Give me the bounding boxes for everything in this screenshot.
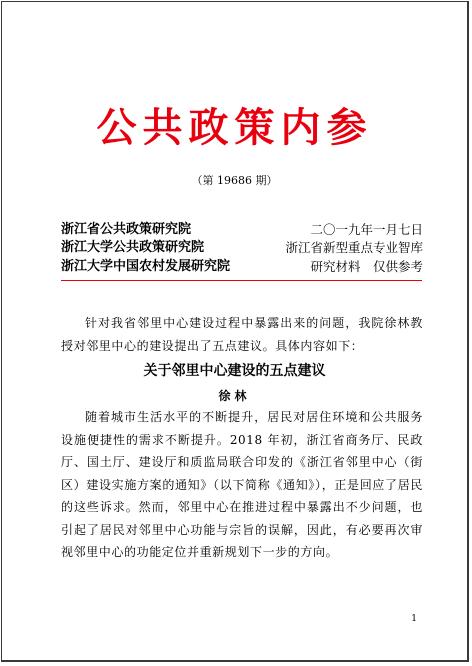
page-number: 1 (411, 614, 417, 624)
article-paragraph: 随着城市生活水平的不断提升，居民对居住环境和公共服务设施便捷性的需求不断提升。2018 年初，浙江省商务厅、民政厅、国土厅、建设厅和质监局联合印发的《浙江省邻里中心（街区）建设实施方案的通知》（以下简称《通知》），正是回应了居民的这些诉求。然而，邻里中心在推进过程中暴露出不少问题，也引起了居民对邻里中心功能与宗旨的误解，因此，有必要再次审视邻里中心的功能定位并重新规划下一步的方向。 (61, 410, 423, 559)
document-page (1, 1, 469, 662)
think-tank-label: 浙江省新型重点专业智库 (285, 240, 423, 255)
publisher-name: 浙江大学公共政策研究院 (61, 240, 205, 255)
intro-paragraph: 针对我省邻里中心建设过程中暴露出来的问题，我院徐林教授对邻里中心的建设提出了五点建议。具体内容如下： (61, 316, 423, 353)
issue-number: （第 19686 期） (191, 174, 278, 187)
publisher-name: 浙江大学中国农村发展研究院 (61, 259, 231, 274)
publish-date: 二〇一九年一月七日 (310, 222, 423, 237)
article-author: 徐林 (218, 389, 251, 403)
article-title: 关于邻里中心建设的五点建议 (143, 363, 326, 379)
reference-note: 研究材料 仅供参考 (310, 259, 423, 274)
publisher-name: 浙江省公共政策研究院 (61, 222, 192, 237)
header-divider (61, 280, 422, 281)
masthead-title: 公共政策内参 (96, 104, 373, 151)
